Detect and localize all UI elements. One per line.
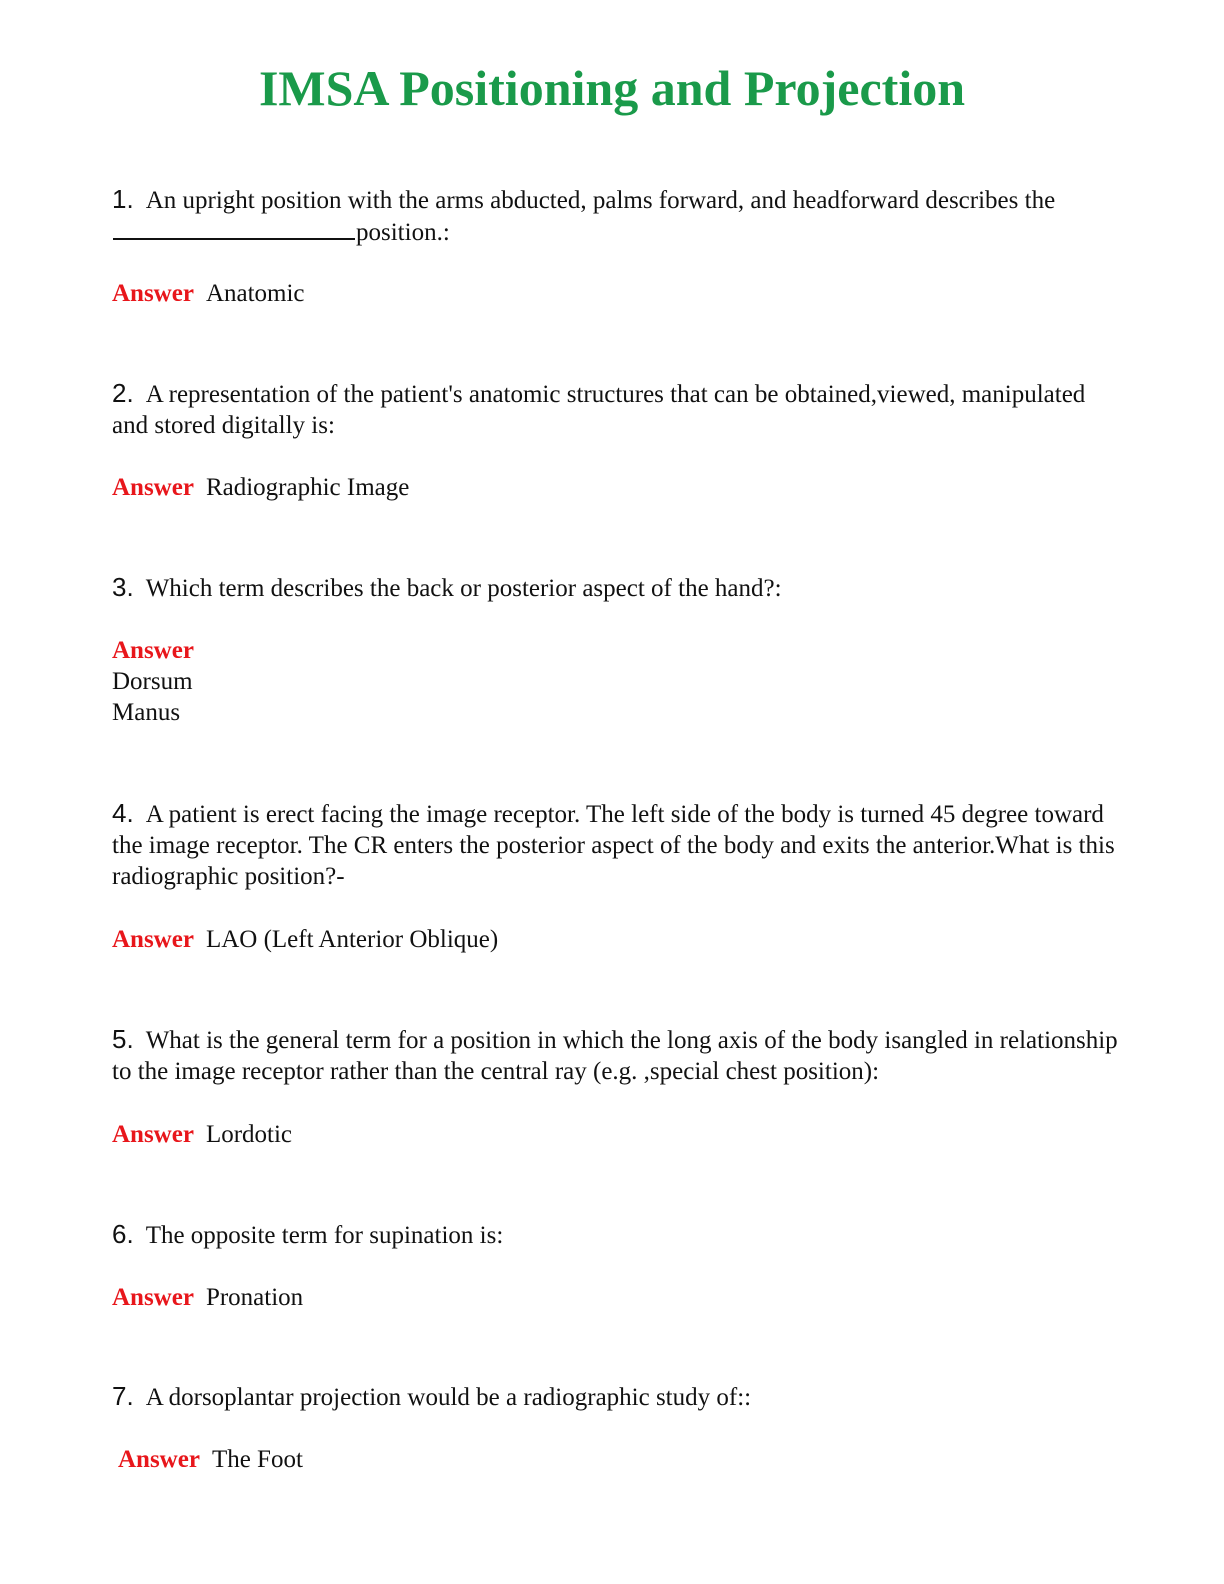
answer-text: Radiographic Image: [205, 474, 410, 501]
answer-text: Pronation: [205, 1284, 304, 1311]
question-5: [112, 1024, 1122, 1087]
answer-line-2: Manus: [112, 699, 181, 726]
question-text: A representation of the patient's anatomic structures that can be obtained,viewed, manipulated and stored digitally is:: [112, 381, 1086, 439]
question-text: A patient is erect facing the image receptor. The left side of the body is turned 45 degree toward the image receptor. The CR enters the posterior aspect of the body and exits the anterior.What is this radiographic position?-: [112, 801, 1115, 890]
question-text: The opposite term for supination is:: [145, 1222, 504, 1249]
question-number: 1.: [112, 184, 134, 214]
question-text-before: An upright position with the arms abducted, palms forward, and headforward describes the: [145, 187, 1056, 214]
question-text: What is the general term for a position in which the long axis of the body isangled in relationship to the image receptor rather than the central ray (e.g. ,special chest position):: [112, 1027, 1118, 1085]
question-number: 4.: [112, 798, 134, 828]
fill-in-blank: [113, 216, 355, 240]
answer-6: [112, 1282, 303, 1313]
answer-3: [112, 635, 206, 728]
question-4: [112, 798, 1122, 892]
answer-label: Answer: [112, 637, 194, 664]
page-title: IMSA Positioning and Projection: [258, 60, 966, 116]
question-7: [112, 1381, 1122, 1413]
answer-label: Answer: [112, 926, 194, 953]
question-2: [112, 378, 1122, 441]
answer-7: [118, 1444, 303, 1475]
answer-4: [112, 924, 498, 955]
answer-1: [112, 278, 305, 309]
answer-label: Answer: [112, 474, 194, 501]
answer-5: [112, 1119, 292, 1150]
answer-text: The Foot: [211, 1446, 303, 1473]
question-3: [112, 572, 1122, 604]
question-6: [112, 1219, 1122, 1251]
question-text: A dorsoplantar projection would be a radiographic study of::: [145, 1384, 752, 1411]
answer-label: Answer: [112, 280, 194, 307]
answer-2: [112, 472, 409, 503]
answer-label: Answer: [112, 1121, 194, 1148]
question-text-after: position.:: [356, 219, 450, 246]
question-number: 2.: [112, 378, 134, 408]
answer-line-1: Dorsum: [112, 668, 193, 695]
question-number: 3.: [112, 572, 134, 602]
answer-text: LAO (Left Anterior Oblique): [205, 926, 499, 953]
question-number: 6.: [112, 1219, 134, 1249]
question-1: [112, 184, 1122, 248]
answer-text: Anatomic: [205, 280, 305, 307]
question-number: 7.: [112, 1381, 134, 1411]
answer-label: Answer: [112, 1284, 194, 1311]
answer-label: Answer: [118, 1446, 200, 1473]
question-text: Which term describes the back or posterior aspect of the hand?:: [145, 575, 782, 602]
answer-text: Lordotic: [205, 1121, 293, 1148]
question-number: 5.: [112, 1024, 134, 1054]
